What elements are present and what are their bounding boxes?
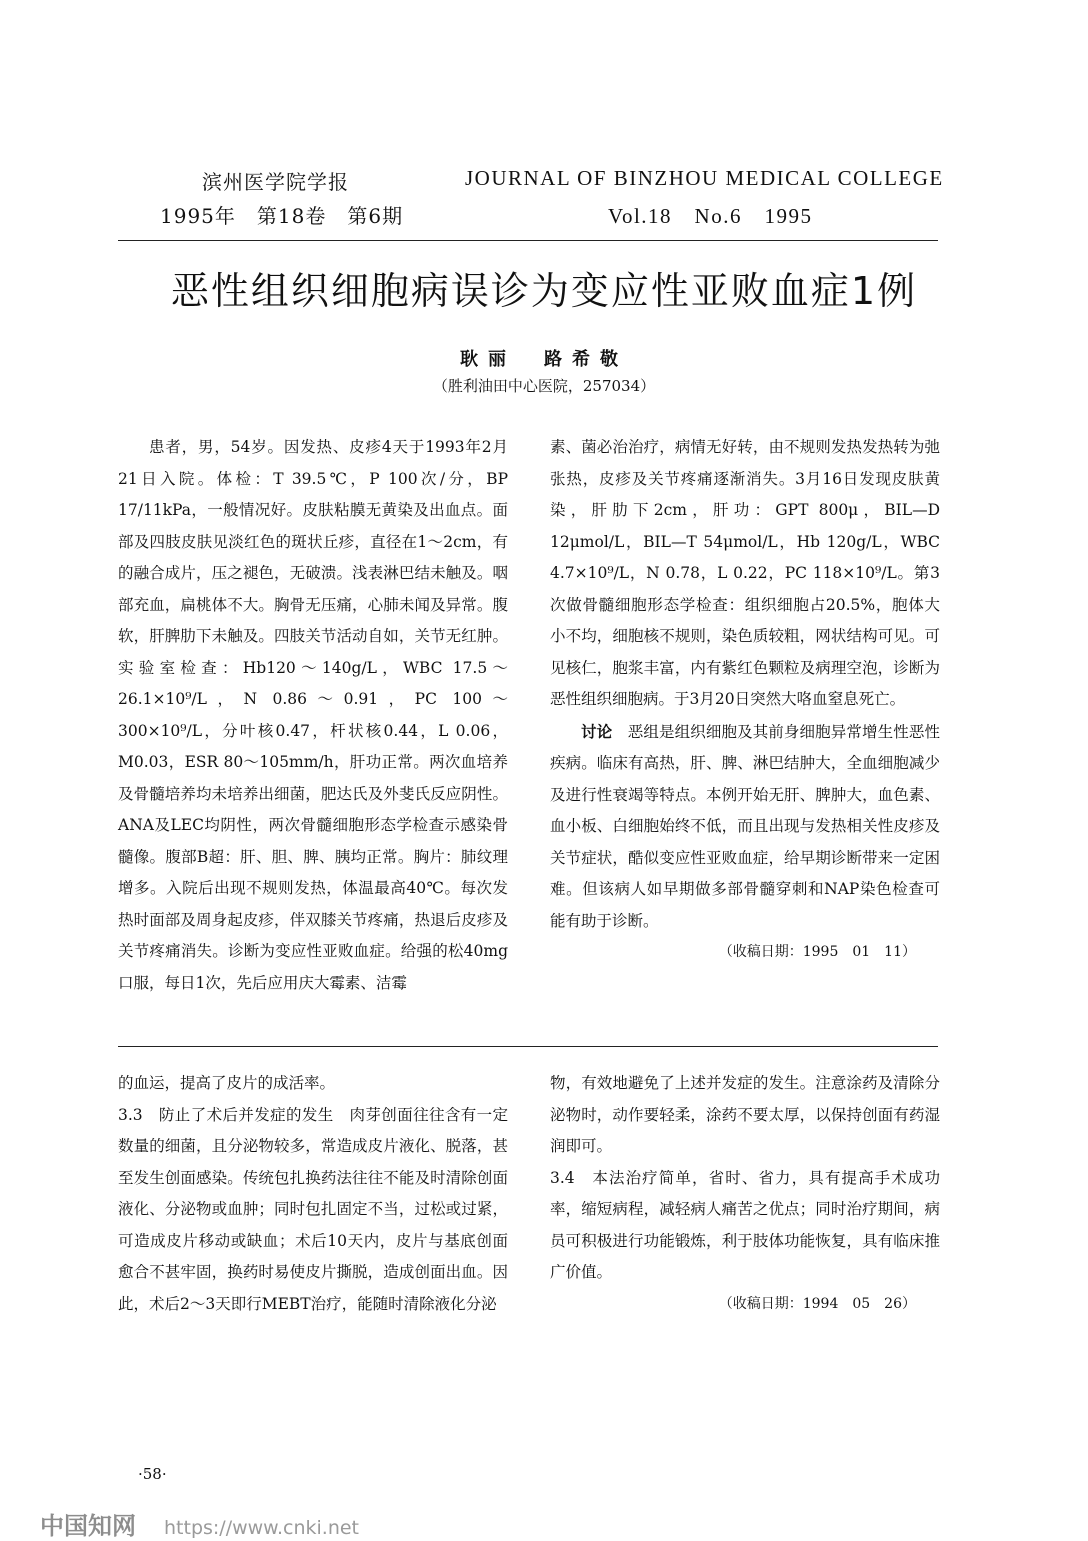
cnki-brand: 中国知网 <box>40 1512 136 1540</box>
discussion-label: 讨论 <box>581 721 613 741</box>
continued-paragraph: 的血运，提高了皮片的成活率。 <box>118 1074 336 1092</box>
article-right-column <box>550 432 940 969</box>
article-title: 恶性组织细胞病误诊为变应性亚败血症1例 <box>170 269 918 313</box>
article-left-column <box>118 432 508 999</box>
issue-info-cn: 1995年 第18卷 第6期 <box>160 204 404 228</box>
continued-right-column <box>550 1068 940 1320</box>
page-number: ·58· <box>138 1465 167 1483</box>
case-report-paragraph: 患者，男，54岁。因发热、皮疹4天于1993年2月21日入院。体检：T 39.5℃，P 100次/分，BP 17/11kPa，一般情况好。皮肤粘膜无黄染及出血点。面部及四肢皮肤见淡红色的斑状丘疹，直径在1～2cm，有的融合成片，压之褪色，无破溃。浅表淋巴结未触及。咽部充血，扁桃体不大。胸骨无压痛，心肺未闻及异常。腹软，肝脾肋下未触及。四肢关节活动自如，关节无红肿。实验室检查：Hb120～140g/L，WBC 17.5～26.1×10⁹/L，N 0.86～0.91，PC 100～300×10⁹/L，分叶核0.47，杆状核0.44，L 0.06，M0.03，ESR 80～105mm/h，肝功正常。两次血培养及骨髓培养均未培养出细菌，肥达氏及外斐氏反应阴性。ANA及LEC均阴性，两次骨髓细胞形态学检查示感染骨髓像。腹部B超：肝、胆、脾、胰均正常。胸片：肺纹理增多。入院后出现不规则发热，体温最高40℃。每次发热时面部及周身起皮疹，伴双膝关节疼痛，热退后皮疹及关节疼痛消失。诊断为变应性亚败血症。给强的松40mg口服，每日1次，先后应用庆大霉素、洁霉 <box>118 438 508 992</box>
article-authors: 耿丽 路希敬 <box>460 349 628 370</box>
continued-paragraph: 物，有效地避免了上述并发症的发生。注意涂药及清除分泌物时，动作要轻柔，涂药不要太厚，以保持创面有药湿润即可。 <box>550 1074 940 1155</box>
issue-info-en: Vol.18 No.6 1995 <box>608 204 813 228</box>
journal-name-en: JOURNAL OF BINZHOU MEDICAL COLLEGE <box>465 166 944 190</box>
received-date: （收稿日期：1995 01 11） <box>718 944 916 960</box>
cnki-url: https://www.cnki.net <box>164 1517 360 1539</box>
section-divider <box>118 1046 938 1047</box>
discussion-text: 恶组是组织细胞及其前身细胞异常增生性恶性疾病。临床有高热，肝、脾、淋巴结肿大，全血细胞减少及进行性衰竭等特点。本例开始无肝、脾肿大，血色素、血小板、白细胞始终不低，而且出现与发热相关性皮疹及关节症状，酷似变应性亚败血症，给早期诊断带来一定困难。但该病人如早期做多部骨髓穿刺和NAP染色检查可能有助于诊断。 <box>550 722 940 930</box>
section-3-3: 3.3 防止了术后并发症的发生 肉芽创面往往含有一定数量的细菌，且分泌物较多，常造成皮片液化、脱落，甚至发生创面感染。传统包扎换药法往往不能及时清除创面液化、分泌物或血肿；同时包扎固定不当，过松或过紧，可造成皮片移动或缺血；术后10天内，皮片与基底创面愈合不甚牢固，换药时易使皮片撕脱，造成创面出血。因此，术后2～3天即行MEBT治疗，能随时清除液化分泌 <box>118 1105 508 1313</box>
cnki-watermark <box>40 1506 359 1541</box>
discussion-paragraph <box>550 716 940 938</box>
case-report-continued: 素、菌必治治疗，病情无好转，由不规则发热发热转为弛张热，皮疹及关节疼痛逐渐消失。3月16日发现皮肤黄染，肝肋下2cm，肝功：GPT 800μ，BIL—D 12μmol/L，BIL—T 54μmol/L，Hb 120g/L，WBC 4.7×10⁹/L，N 0.78，L 0.22，PC 118×10⁹/L。第3次做骨髓细胞形态学检查：组织细胞占20.5%，胞体大小不均，细胞核不规则，染色质较粗，网状结构可见。可见核仁，胞浆丰富，内有紫红色颗粒及病理空泡，诊断为恶性组织细胞病。于3月20日突然大咯血窒息死亡。 <box>550 438 940 708</box>
journal-name-cn: 滨州医学院学报 <box>202 170 349 194</box>
section-3-4: 3.4 本法治疗简单，省时、省力，具有提高手术成功率，缩短病程，减轻病人痛苦之优点；同时治疗期间，病员可积极进行功能锻炼，利于肢体功能恢复，具有临床推广价值。 <box>550 1168 940 1281</box>
received-date: （收稿日期：1994 05 26） <box>718 1295 916 1312</box>
header-rule <box>118 240 938 241</box>
author-affiliation: （胜利油田中心医院，257034） <box>432 377 656 395</box>
continued-left-column <box>118 1068 508 1320</box>
